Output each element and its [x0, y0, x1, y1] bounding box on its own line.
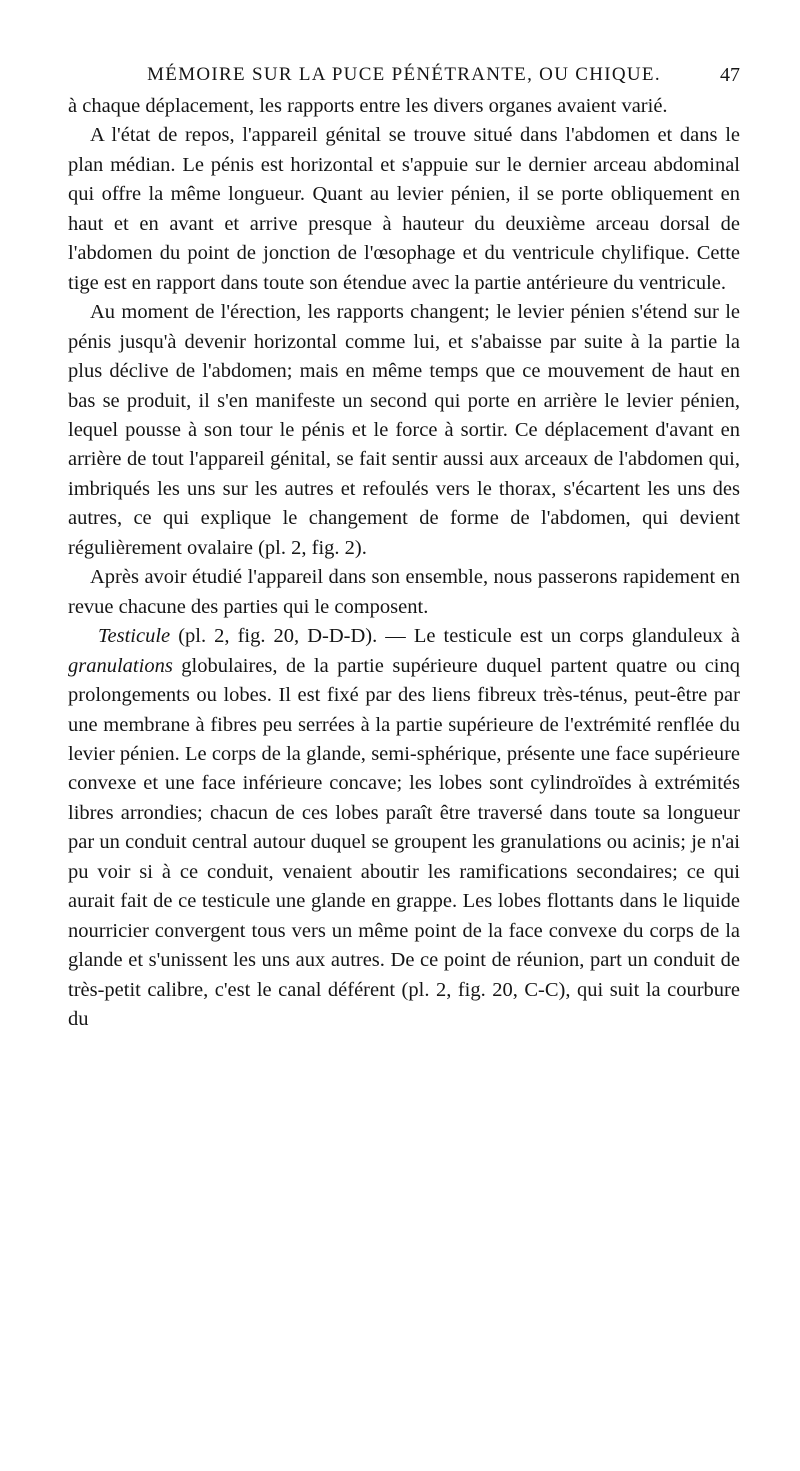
page-number: 47: [720, 64, 740, 86]
paragraph-erection: Au moment de l'érection, les rapports changent; le levier pénien s'étend sur le pénis jusqu'à devenir horizontal comme lui, et s'abaisse par suite à la partie la plus déclive de l'abdomen; mais en même temps que ce mouvement de haut en bas se produit, il s'en manifeste un second qui porte en arrière le levier pénien, lequel pousse à son tour le pénis et le force à sortir. Ce déplacement d'avant en arrière de tout l'appareil génital, se fait sentir aussi aux arceaux de l'abdomen qui, imbriqués les uns sur les autres et refoulés vers le thorax, s'écartent les uns des autres, ce qui explique le changement de forme de l'abdomen, qui devient régulièrement ovalaire (pl. 2, fig. 2).: [68, 301, 740, 559]
body-text: [68, 92, 740, 1035]
paragraph-continuation: à chaque déplacement, les rapports entre les divers organes avaient varié.: [68, 95, 668, 117]
paragraph-repos: A l'état de repos, l'appareil génital se trouve situé dans l'abdomen et dans le plan médian. Le pénis est horizontal et s'appuie sur le dernier arceau abdominal qui offre la même longueur. Quant au levier pénien, il se porte obliquement en haut et en avant et arrive presque à hauteur du deuxième arceau dorsal de l'abdomen du point de jonction de l'œsophage et du ventricule chylifique. Cette tige est en rapport dans toute son étendue avec la partie antérieure du ventricule.: [68, 124, 740, 294]
running-head: [68, 58, 740, 92]
paragraph-transition: Après avoir étudié l'appareil dans son ensemble, nous passerons rapidement en revue chacune des parties qui le composent.: [68, 566, 740, 618]
emphasis-granulations: granulations: [68, 654, 173, 677]
paragraph-testicule: [68, 622, 740, 1034]
testicule-reference: (pl. 2, fig. 20, D-D-D). — Le testicule est un corps glanduleux à: [170, 625, 740, 648]
running-title: MÉMOIRE SUR LA PUCE PÉNÉTRANTE, OU CHIQUE.: [147, 64, 661, 85]
testicule-description: globulaires, de la partie supérieure duquel partent quatre ou cinq prolongements ou lobes. Il est fixé par des liens fibreux très-ténus, peut-être par une membrane à fibres peu serrées à la partie supérieure de l'extrémité renflée du levier pénien. Le corps de la glande, semi-sphérique, présente une face supérieure convexe et une face inférieure concave; les lobes sont cylindroïdes à extrémités libres arrondies; chacun de ces lobes paraît être traversé dans toute sa longueur par un conduit central autour duquel se groupent les granulations ou acinis; je n'ai pu voir si à ce conduit, venaient aboutir les ramifications secondaires; ce qui aurait fait de ce testicule une glande en grappe. Les lobes flottants dans le liquide nourricier convergent tous vers un même point de la face convexe du corps de la glande et s'unissent les uns aux autres. De ce point de réunion, part un conduit de très-petit calibre, c'est le canal déférent (pl. 2, fig. 20, C-C), qui suit la courbure du: [68, 654, 740, 1031]
section-term-testicule: Testicule: [98, 625, 171, 648]
